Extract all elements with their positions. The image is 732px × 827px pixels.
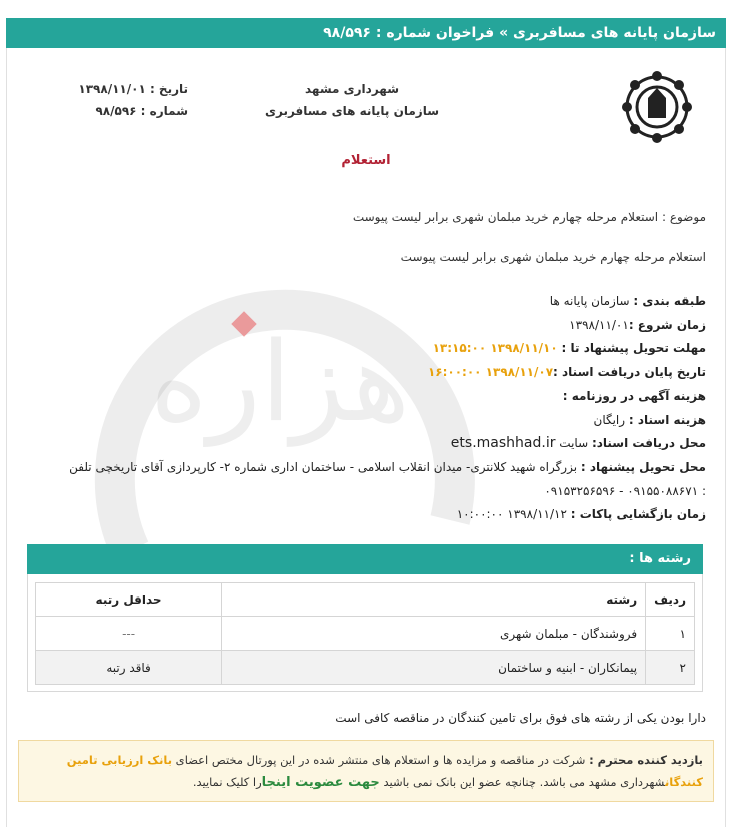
cell-row: ۱ (646, 617, 695, 651)
doc-number: شماره : ۹۸/۵۹۶ (95, 104, 188, 118)
watermark-text: هزاره (149, 318, 411, 446)
org-name-municipality: شهرداری مشهد (304, 82, 400, 96)
doc-meta (28, 78, 188, 122)
doc-type-label: استعلام (341, 153, 391, 168)
cell-grade: فاقد رتبه (36, 651, 222, 685)
cell-grade: --- (36, 617, 222, 651)
tender-fields (16, 290, 706, 527)
subject-line: موضوع : استعلام مرحله چهارم خرید مبلمان شهری برابر لیست پیوست (352, 210, 706, 224)
cell-field: فروشندگان - مبلمان شهری (222, 617, 646, 651)
col-min-grade: حداقل رتبه (36, 583, 222, 617)
field-doc-place: محل دریافت اسناد: سایت ets.mashhad.ir (450, 435, 706, 452)
section-fields-header: رشته ها : (27, 544, 703, 574)
doc-date: تاریخ : ۱۳۹۸/۱۱/۰۱ (78, 82, 188, 96)
fields-table-container (27, 574, 703, 692)
subject-body: استعلام مرحله چهارم خرید مبلمان شهری برابر لیست پیوست (400, 250, 706, 264)
municipality-logo-icon (622, 70, 692, 144)
field-delivery: محل تحویل پیشنهاد : بزرگراه شهید کلانتری- میدان انقلاب اسلامی - ساختمان اداری شماره ۲- کارپردازی آقای تاریخچی تلفن (69, 459, 706, 474)
field-doc-cost: هزینه اسناد : رایگان (593, 412, 706, 427)
field-doc-end: تاریخ پایان دریافت اسناد :۱۳۹۸/۱۱/۰۷ ۱۶:۰۰:۰۰ (427, 365, 706, 380)
org-name-terminals: سازمان پایانه های مسافربری (265, 104, 439, 118)
table-header-row (36, 583, 695, 617)
field-delivery-phone: : ۰۹۱۵۵۰۸۸۶۷۱ - ۰۹۱۵۳۲۵۶۵۹۶ (544, 483, 706, 498)
col-row: ردیف (646, 583, 695, 617)
join-here-link[interactable]: اینجا (261, 775, 296, 790)
table-row (36, 617, 695, 651)
supplier-bank-link[interactable]: بانک ارزیابی تامین کنندگان (66, 753, 703, 789)
fields-table (35, 582, 695, 685)
eligibility-note: دارا بودن یکی از رشته های فوق برای تامین کنندگان در مناقصه کافی است (335, 711, 706, 725)
cell-row: ۲ (646, 651, 695, 685)
membership-notice: بازدید کننده محترم : شرکت در مناقصه و مزایده ها و استعلام های منتشر شده در این پورتال مختص اعضای بانک ارزیابی تامین کنندگانشهرداری مشهد می باشد. چنانچه عضو این بانک نمی باشید جهت عضویت اینجارا کلیک نمایید. (18, 740, 714, 802)
doc-site-link[interactable]: ets.mashhad.ir (450, 435, 556, 452)
org-header (262, 78, 442, 122)
col-field: رشته (222, 583, 646, 617)
field-deadline: مهلت تحویل پیشنهاد تا : ۱۳۹۸/۱۱/۱۰ ۱۳:۱۵:۰۰ (432, 341, 706, 356)
table-row (36, 651, 695, 685)
cell-field: پیمانکاران - ابنیه و ساختمان (222, 651, 646, 685)
field-start-time: زمان شروع :۱۳۹۸/۱۱/۰۱ (569, 317, 706, 332)
page-title-bar: سازمان پایانه های مسافربری » فراخوان شماره : ۹۸/۵۹۶ (6, 18, 726, 48)
field-opening: زمان بازگشایی پاکات : ۱۳۹۸/۱۱/۱۲ ۱۰:۰۰:۰۰ (456, 507, 706, 522)
field-category: طبقه بندی : سازمان پایانه ها (549, 294, 706, 308)
field-ad-cost: هزینه آگهی در روزنامه : (562, 388, 706, 403)
